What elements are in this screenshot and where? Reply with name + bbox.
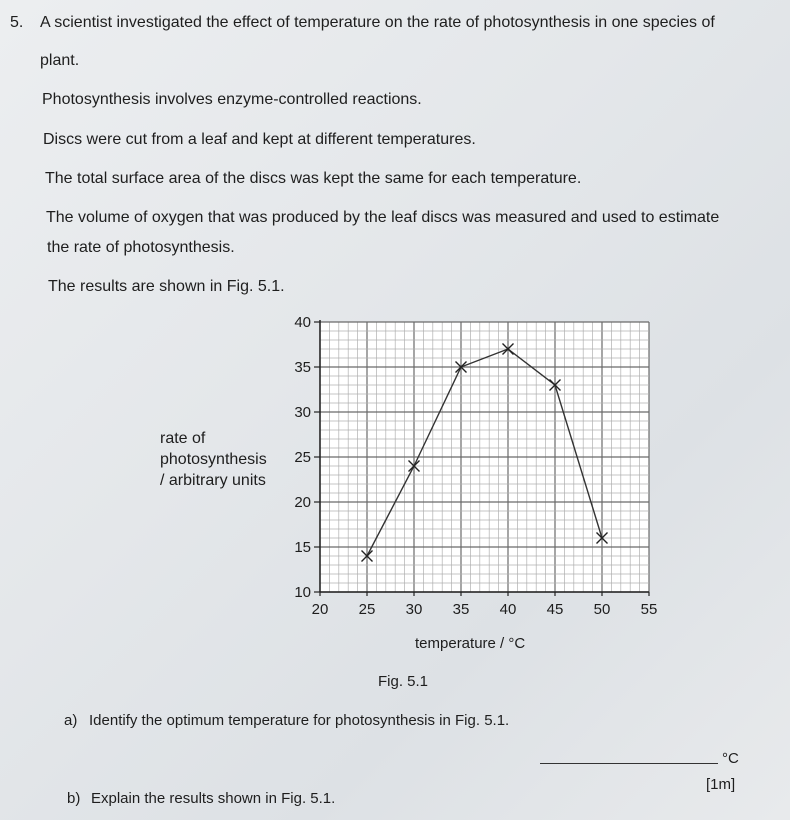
part-b-label: b)	[67, 790, 81, 807]
part-a-label: a)	[64, 712, 78, 729]
question-intro-line1: A scientist investigated the effect of temperature on the rate of photosynthesis in one species of	[40, 14, 715, 31]
x-tick-label: 20	[311, 601, 329, 618]
figure-caption: Fig. 5.1	[378, 673, 429, 690]
x-tick-label: 25	[358, 601, 376, 618]
y-tick-label: 30	[294, 404, 311, 421]
x-axis-label: temperature / °C	[415, 635, 526, 652]
y-axis-label-line1: rate of	[160, 430, 206, 447]
paragraph-surface-area: The total surface area of the discs was kept the same for each temperature.	[45, 170, 582, 187]
question-number: 5.	[10, 14, 24, 31]
paragraph-oxygen-line1: The volume of oxygen that was produced by the leaf discs was measured and used to estimate	[46, 209, 720, 226]
y-tick-label: 10	[294, 584, 311, 601]
x-tick-label: 40	[499, 601, 517, 618]
y-tick-label: 25	[294, 449, 311, 466]
question-intro-line2: plant.	[40, 52, 80, 69]
y-tick-label: 15	[294, 539, 311, 556]
part-a-unit: °C	[722, 750, 739, 767]
y-axis-label-line3: / arbitrary units	[160, 472, 266, 489]
paragraph-oxygen-line2: the rate of photosynthesis.	[47, 239, 235, 256]
y-tick-label: 35	[294, 359, 311, 376]
part-a-answer-line[interactable]	[540, 763, 718, 764]
y-tick-label: 40	[294, 314, 311, 331]
part-b-text: Explain the results shown in Fig. 5.1.	[91, 790, 336, 807]
x-tick-label: 50	[593, 601, 611, 618]
x-tick-label: 35	[452, 601, 470, 618]
x-tick-label: 45	[546, 601, 564, 618]
part-a-marks: [1m]	[706, 776, 736, 793]
y-axis-label-line2: photosynthesis	[160, 451, 267, 468]
part-a-text: Identify the optimum temperature for photosynthesis in Fig. 5.1.	[89, 712, 510, 729]
paragraph-results: The results are shown in Fig. 5.1.	[48, 278, 285, 295]
paragraph-discs: Discs were cut from a leaf and kept at different temperatures.	[43, 131, 476, 148]
x-tick-label: 30	[405, 601, 423, 618]
x-tick-label: 55	[640, 601, 658, 618]
y-tick-label: 20	[294, 494, 311, 511]
paragraph-enzymes: Photosynthesis involves enzyme-controlled reactions.	[42, 91, 422, 108]
